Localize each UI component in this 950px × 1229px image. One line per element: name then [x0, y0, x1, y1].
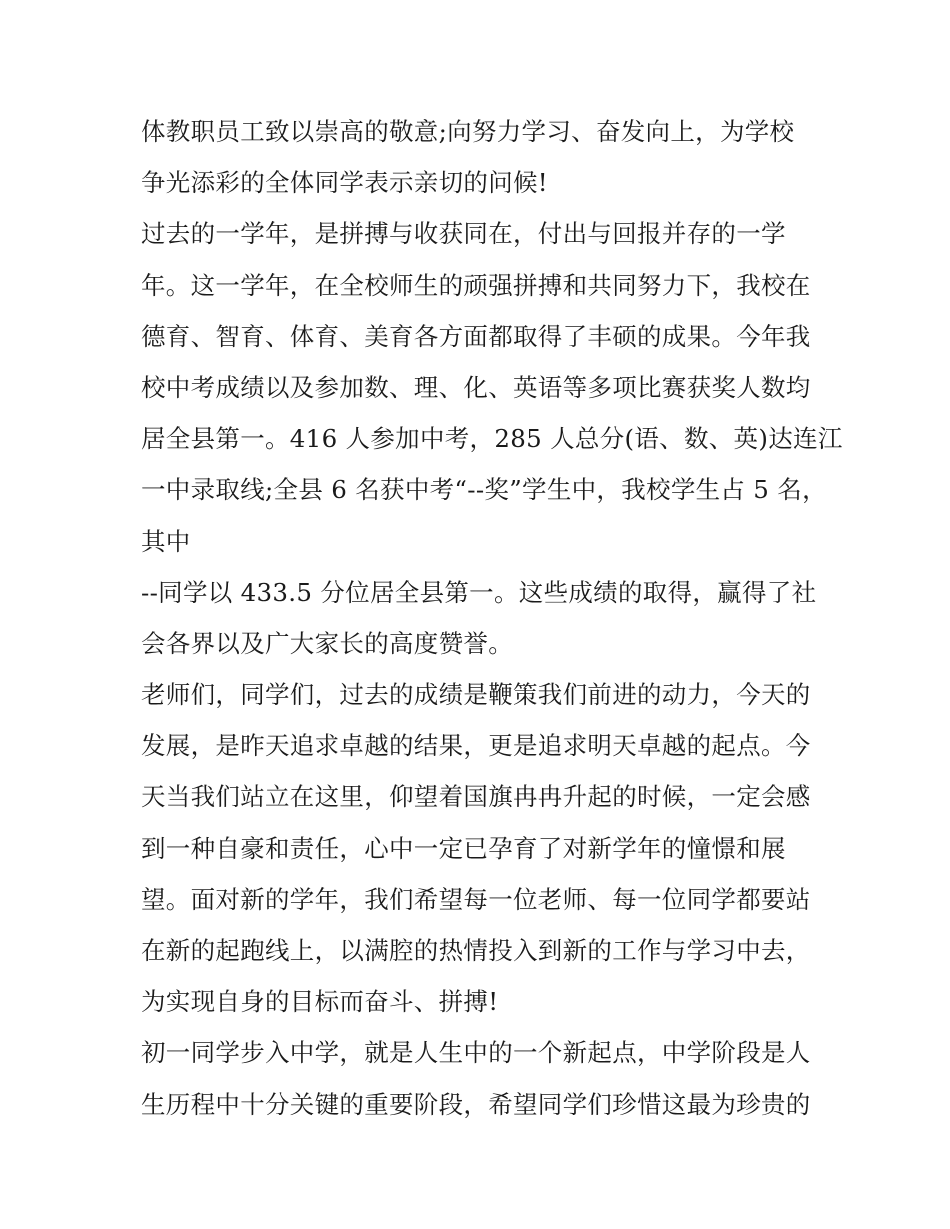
text-line: 到一种自豪和责任，心中一定已孕育了对新学年的憧憬和展 [141, 833, 786, 863]
text-line: 老师们，同学们，过去的成绩是鞭策我们前进的动力，今天的 [141, 680, 811, 710]
text-line: 校中考成绩以及参加数、理、化、英语等多项比赛获奖人数均 [141, 372, 811, 402]
text-line: 为实现自身的目标而奋斗、拼搏! [141, 987, 499, 1017]
text-line: 天当我们站立在这里，仰望着国旗冉冉升起的时候，一定会感 [141, 782, 811, 812]
speech-text-body [141, 106, 843, 1130]
text-line: --同学以 433.5 分位居全县第一。这些成绩的取得，赢得了社 [141, 577, 817, 607]
text-line: 体教职员工致以崇高的敬意;向努力学习、奋发向上，为学校 [141, 117, 795, 146]
text-line: 居全县第一。416 人参加中考，285 人总分(语、数、英)达连江 [141, 424, 843, 454]
text-line: 望。面对新的学年，我们希望每一位老师、每一位同学都要站 [141, 884, 811, 914]
text-line: 一中录取线;全县 6 名获中考“--奖”学生中，我校学生占 5 名， [141, 475, 827, 505]
text-line: 会各界以及广大家长的高度赞誉。 [141, 628, 513, 658]
text-line: 发展，是昨天追求卓越的结果，更是追求明天卓越的起点。今 [141, 731, 811, 761]
text-line: 初一同学步入中学，就是人生中的一个新起点，中学阶段是人 [141, 1038, 811, 1068]
text-line: 过去的一学年，是拼搏与收获同在，付出与回报并存的一学 [141, 219, 786, 249]
text-line: 其中 [141, 526, 191, 556]
text-line: 生历程中十分关键的重要阶段，希望同学们珍惜这最为珍贵的 [141, 1089, 811, 1119]
text-line: 争光添彩的全体同学表示亲切的问候! [141, 168, 548, 198]
text-line: 在新的起跑线上，以满腔的热情投入到新的工作与学习中去， [141, 936, 811, 965]
text-line: 德育、智育、体育、美育各方面都取得了丰硕的成果。今年我 [141, 321, 811, 351]
text-line: 年。这一学年，在全校师生的顽强拼搏和共同努力下，我校在 [141, 270, 811, 300]
